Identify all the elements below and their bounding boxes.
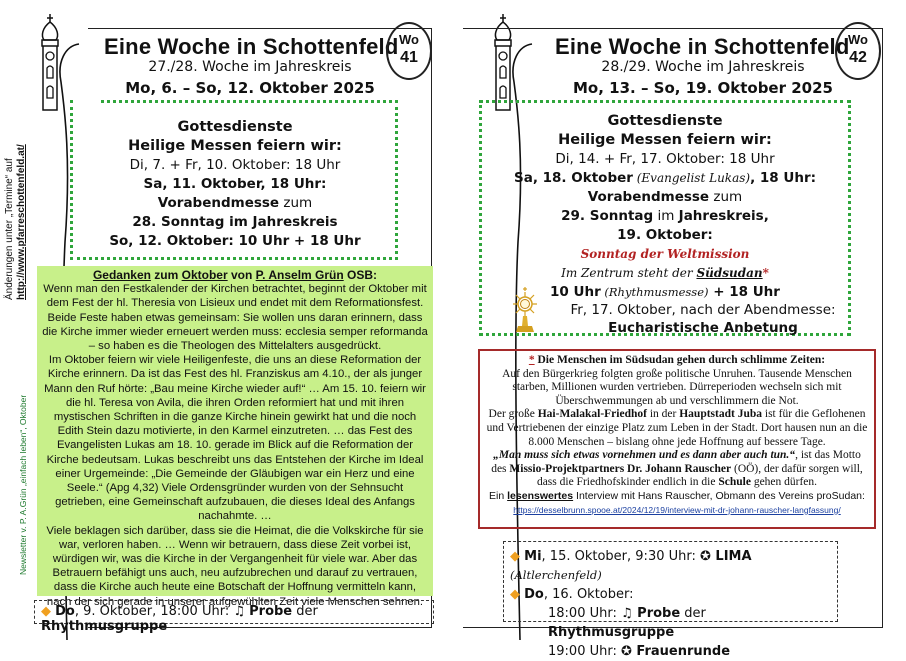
thoughts-title-part: Gedanken bbox=[92, 268, 151, 282]
sudan-text: gehen dürfen. bbox=[750, 476, 818, 489]
monstrance-icon bbox=[510, 286, 540, 334]
pfarre-website-link[interactable]: http://www.pfarreschottenfeld.at/ bbox=[16, 144, 27, 300]
sunday-number: 29. Sonntag bbox=[561, 208, 654, 224]
sudan-focus bbox=[495, 264, 835, 283]
service-line-sunday-title bbox=[495, 207, 835, 226]
week-number: 41 bbox=[400, 49, 418, 66]
rhythm-mass-note: (Rhythmusmesse) bbox=[600, 285, 709, 299]
newsletter-credit: Newsletter v. P. A.Grün „einfach leben“, Oktober bbox=[18, 394, 28, 575]
service-line-sunday-times: So, 12. Oktober: 10 Uhr + 18 Uhr bbox=[109, 233, 361, 249]
event-thursday bbox=[510, 585, 831, 604]
sunday-jahreskreis: Jahreskreis, bbox=[678, 208, 769, 224]
sunday-time-10: 10 Uhr bbox=[550, 284, 601, 300]
motto-quote: „Man muss sich etwas vornehmen und es dann aber auch tun.“ bbox=[493, 449, 796, 462]
thoughts-box bbox=[37, 266, 433, 608]
adoration-block bbox=[553, 301, 853, 337]
diamond-icon: ◆ bbox=[510, 587, 520, 602]
page-title: Eine Woche in Schottenfeld bbox=[104, 34, 399, 59]
week-label: Wo bbox=[848, 32, 868, 47]
week-number: 42 bbox=[849, 49, 867, 66]
service-line-sunday-times bbox=[495, 283, 835, 302]
music-note-icon: ♫ bbox=[233, 604, 245, 619]
saturday-note: (Evangelist Lukas) bbox=[632, 171, 751, 185]
thoughts-title-part: von bbox=[227, 268, 256, 282]
star-circle-icon: ✪ bbox=[620, 644, 632, 659]
interview-text: Ein bbox=[489, 489, 508, 502]
sudan-star: * bbox=[762, 266, 769, 280]
service-line-sunday-date: 19. Oktober: bbox=[617, 227, 713, 243]
sudan-paragraph-1: Auf den Bürgerkrieg folgten große politische Unruhen. Tausende Menschen starben, Millionen wurden vertrieben. Dürreperioden wechseln sich mit Überschwemmungen ab und verschlimmern die Not. bbox=[502, 367, 852, 407]
interview-line bbox=[486, 490, 868, 504]
services-subheading: Heilige Messen feiern wir: bbox=[558, 132, 772, 148]
event-lima-label: LIMA bbox=[710, 549, 752, 564]
sudan-link[interactable]: Südsudan bbox=[696, 266, 763, 280]
page-title: Eine Woche in Schottenfeld bbox=[555, 34, 850, 59]
event-label-group: Rhythmusgruppe bbox=[41, 619, 168, 634]
services-heading: Gottesdienste bbox=[607, 113, 723, 129]
service-line-vorabend bbox=[495, 188, 835, 207]
event-date: , 9. Oktober, 18:00 Uhr: bbox=[74, 604, 234, 619]
sunday-time-18: + 18 Uhr bbox=[708, 284, 780, 300]
event-label-mid: der bbox=[680, 606, 706, 621]
thoughts-title bbox=[42, 268, 428, 282]
interview-text: Interview mit Hans Rauscher, Obmann des Vereins proSudan: bbox=[573, 489, 865, 502]
thoughts-author: P. Anselm Grün bbox=[255, 268, 344, 282]
sudan-heading bbox=[486, 354, 868, 368]
event-rhythm-rehearsal bbox=[34, 600, 434, 634]
event-day: Do bbox=[55, 604, 75, 619]
subtitle-dates: Mo, 13. – So, 19. Oktober 2025 bbox=[573, 79, 833, 97]
interview-url-link[interactable]: https://desselbrunn.spooe.at/2024/12/19/interview-mit-dr-johann-rauscher-langfassung/ bbox=[513, 504, 841, 515]
right-page bbox=[453, 0, 906, 659]
service-line-saturday bbox=[495, 169, 835, 188]
thoughts-paragraph-3: Viele beklagen sich darüber, dass sie die Heimat, die die Volkskirche für sie war, verloren haben. … Wenn wir betrauern, dass diese Zeit vorbei ist, würdigen wir, was die Kirche in der Vergangenheit für viele war. Aber das Betrauern befähigt uns auch, neu aufzubrechen und darauf zu vertrauen, dass die Kirche auch heute eine Botschaft der Hoffnung vermitteln kann, nach der sich gerade in unserer aufgewühlten Zeit viele Menschen sehnen. bbox=[46, 524, 424, 608]
diamond-icon: ◆ bbox=[510, 549, 520, 564]
services-subheading: Heilige Messen feiern wir: bbox=[128, 138, 342, 154]
service-line-saturday: Sa, 11. Oktober, 18 Uhr: bbox=[143, 176, 327, 192]
thoughts-paragraph-2: Im Oktober feiern wir viele Heiligenfeste, die uns an diese Reformation der Kirche erinnern. Da ist das Fest des hl. Franziskus am 4.10., der als junger Mann den Ruf hörte: „Bau meine Kirche wieder auf!“ … Am 15. 10. feiern wir die hl. Teresa von Avila, die ihren Orden reformiert hat und mit ihren mystischen Schriften in die ganze Kirche hinein gewirkt hat und die noch Edith Stein dazu motivierte, in den Karmel einzutreten. … das Fest des Evangelisten Lukas am 18. 10. gerade im Blick auf die Reformation der Kirche bedeutsam. Lukas beschreibt uns das Entstehen der Kirche im Ideal einer Urgemeinde: „Die Gemeinde der Gläubigen war ein Herz und eine Seele.“ (Apg 4,32) Viele Ordensgründer wurden von der Sehnsucht getrieben, eine Gemeinschaft aufzubauen, die dieses Ideal des Anfangs nachahmte. … bbox=[44, 354, 426, 523]
saturday-time: , 18 Uhr: bbox=[750, 170, 817, 186]
project-partner: Missio-Projektpartners Dr. Johann Rauscher bbox=[509, 462, 732, 475]
sudan-text: , ist das Motto des bbox=[491, 449, 861, 475]
vorabendmesse-label: Vorabendmesse bbox=[157, 195, 280, 211]
interview-emphasis: lesenswertes bbox=[507, 489, 574, 502]
subtitle-dates: Mo, 6. – So, 12. Oktober 2025 bbox=[125, 79, 375, 97]
mission-sunday: Sonntag der Weltmission bbox=[580, 247, 750, 261]
sudan-text: ist für die Geflohenen und Vertriebenen der einzige Platz zum Leben in der Stadt. Dort hausen nun an die 8.000 Menschen – bislang ohne jede Hoffnung auf bessere Tage. bbox=[486, 408, 868, 448]
services-block bbox=[495, 112, 835, 302]
event-label-probe: Probe bbox=[632, 606, 681, 621]
event-label-probe: Probe bbox=[249, 604, 293, 619]
sudan-text: in der bbox=[646, 408, 680, 421]
cemetery-name: Hai-Malakal-Friedhof bbox=[537, 408, 647, 421]
service-line-sunday-title: 28. Sonntag im Jahreskreis bbox=[132, 214, 338, 230]
left-page bbox=[0, 0, 453, 640]
sudan-info-box bbox=[478, 349, 876, 529]
sunday-mid: im bbox=[653, 208, 679, 224]
thoughts-title-part: Oktober bbox=[181, 268, 228, 282]
week-label: Wo bbox=[399, 32, 419, 47]
service-line-weekday: Di, 7. + Fr, 10. Oktober: 18 Uhr bbox=[129, 157, 341, 173]
event-lima-place: (Altlerchenfeld) bbox=[510, 568, 602, 582]
sudan-text: (OÖ), der dafür sorgen will, dass die Friedhofskinder endlich in die bbox=[536, 462, 863, 489]
thoughts-title-part: zum bbox=[150, 268, 182, 282]
service-line-vorabend bbox=[65, 194, 405, 213]
adoration-line: Fr, 17. Oktober, nach der Abendmesse: bbox=[570, 302, 836, 318]
star-circle-icon: ✪ bbox=[700, 549, 711, 564]
event-day: Mi bbox=[524, 549, 542, 564]
event-lima bbox=[510, 547, 831, 585]
event-label-frauenrunde: Frauenrunde bbox=[631, 644, 731, 659]
saturday-date: Sa, 18. Oktober bbox=[513, 170, 633, 186]
event-date: , 16. Oktober: bbox=[543, 587, 634, 602]
school-label: Schule bbox=[718, 476, 751, 489]
vorabendmesse-rest: zum bbox=[709, 189, 743, 205]
event-label-mid: der bbox=[292, 604, 318, 619]
event-women-circle bbox=[510, 642, 831, 661]
diamond-icon: ◆ bbox=[41, 604, 51, 619]
event-rhythm-rehearsal bbox=[510, 604, 831, 642]
vorabendmesse-label: Vorabendmesse bbox=[587, 189, 710, 205]
subtitle-week: 28./29. Woche im Jahreskreis bbox=[601, 59, 805, 75]
sudan-focus-pre: Im Zentrum steht der bbox=[561, 266, 697, 280]
event-day: Do bbox=[524, 587, 544, 602]
music-note-icon: ♫ bbox=[620, 606, 633, 621]
sudan-star: * bbox=[528, 354, 535, 366]
event-label-group: Rhythmusgruppe bbox=[548, 625, 675, 640]
events-box bbox=[503, 541, 838, 659]
event-time: 18:00 Uhr: bbox=[548, 606, 621, 621]
side-link-note bbox=[4, 10, 28, 300]
thoughts-paragraph-1: Wenn man den Festkalender der Kirchen betrachtet, beginnt der Oktober mit dem Fest der hl. Theresia von Lisieux und endet mit dem Reformationsfest. Beide Feste haben etwas gemeinsam: Sie wollen uns daran erinnern, dass die Kirche immer wieder erneuert werden muss: ecclesia semper reformanda – so haben es die Theologen des Mittelalters ausgedrückt. bbox=[42, 283, 428, 353]
sudan-text: Der große bbox=[488, 408, 538, 421]
services-block bbox=[65, 118, 405, 251]
adoration-title: Eucharistische Anbetung bbox=[608, 320, 798, 336]
event-date: , 15. Oktober, 9:30 Uhr: bbox=[541, 549, 700, 564]
service-line-weekday: Di, 14. + Fr, 17. Oktober: 18 Uhr bbox=[555, 151, 775, 167]
capital-name: Hauptstadt Juba bbox=[679, 408, 762, 421]
sudan-heading-text: Die Menschen im Südsudan gehen durch schlimme Zeiten: bbox=[534, 354, 826, 366]
side-link-prefix: Änderungen unter „Termine“ auf bbox=[4, 158, 15, 300]
event-time: 19:00 Uhr: bbox=[548, 644, 621, 659]
services-heading: Gottesdienste bbox=[177, 119, 293, 135]
subtitle-week: 27./28. Woche im Jahreskreis bbox=[148, 59, 352, 75]
vorabendmesse-rest: zum bbox=[279, 195, 313, 211]
sudan-paragraph-2 bbox=[486, 408, 868, 449]
thoughts-title-part: OSB: bbox=[343, 268, 378, 282]
sudan-paragraph-3 bbox=[486, 449, 868, 490]
